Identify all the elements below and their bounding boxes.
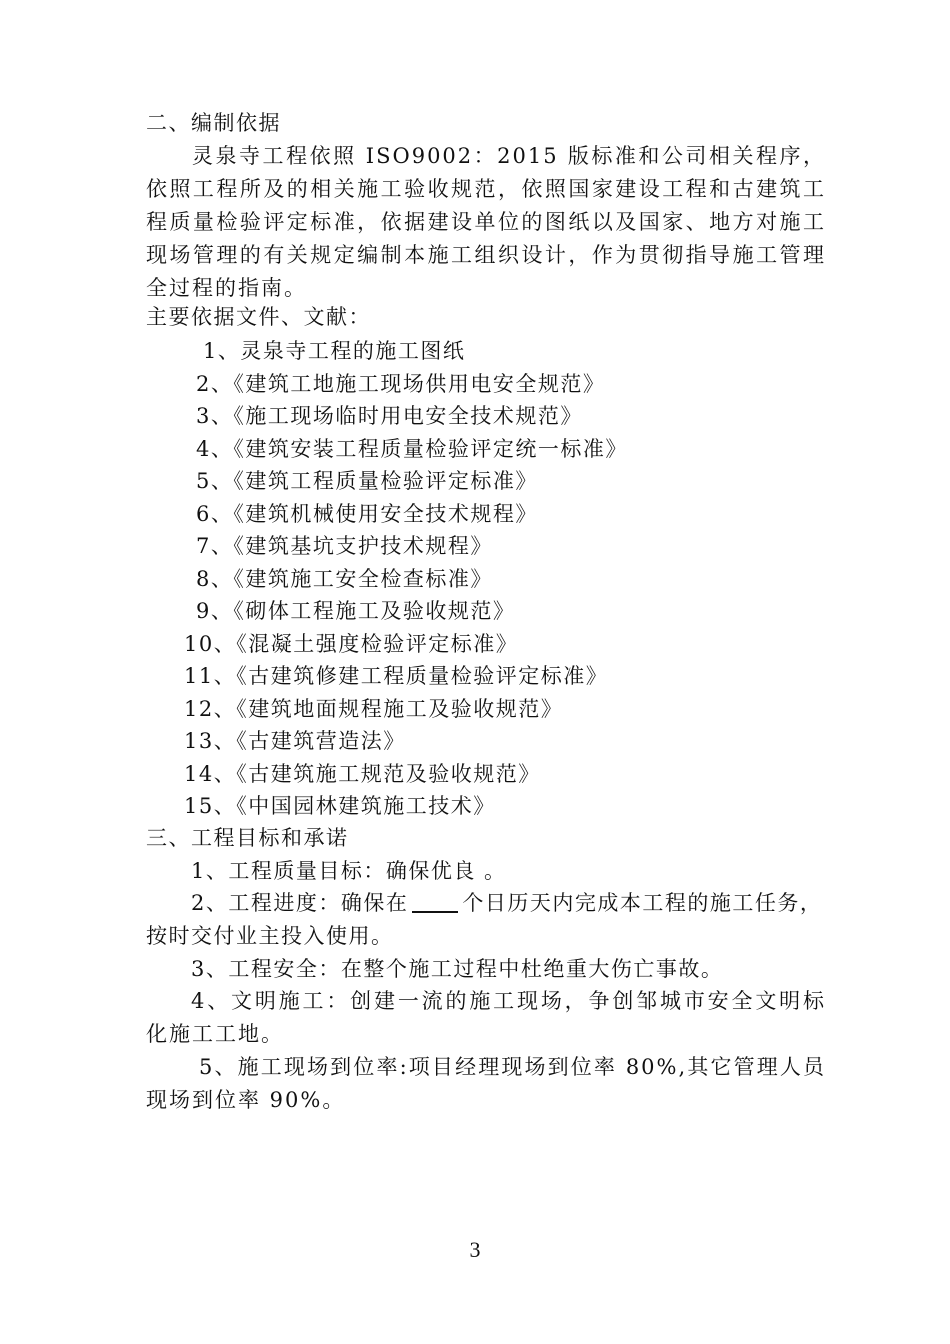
- doc-item: 5、《建筑工程质量检验评定标准》: [196, 469, 538, 493]
- doc-item: 2、《建筑工地施工现场供用电安全规范》: [196, 372, 606, 396]
- goal-schedule-cont: 按时交付业主投入使用。: [146, 924, 394, 948]
- doc-item: 15、《中国园林建筑施工技术》: [184, 794, 496, 818]
- goal-schedule-before: 2、工程进度：确保在: [191, 891, 409, 915]
- docs-heading: 主要依据文件、文献：: [146, 305, 371, 329]
- doc-item: 9、《砌体工程施工及验收规范》: [196, 599, 516, 623]
- section-heading-goals: 三、工程目标和承诺: [146, 826, 349, 850]
- doc-item: 12、《建筑地面规程施工及验收规范》: [184, 697, 564, 721]
- blank-days-underline: [412, 891, 458, 913]
- doc-item: 6、《建筑机械使用安全技术规程》: [196, 502, 538, 526]
- doc-item: 8、《建筑施工安全检查标准》: [196, 567, 493, 591]
- doc-item: 13、《古建筑营造法》: [184, 729, 406, 753]
- doc-item: 7、《建筑基坑支护技术规程》: [196, 534, 493, 558]
- doc-item: 4、《建筑安装工程质量检验评定统一标准》: [196, 437, 628, 461]
- doc-item: 1、灵泉寺工程的施工图纸: [203, 339, 466, 363]
- goal-schedule: [191, 888, 822, 918]
- page-number: 3: [469, 1237, 481, 1262]
- section-heading-basis: 二、编制依据: [146, 111, 281, 135]
- doc-item: 14、《古建筑施工规范及验收规范》: [184, 762, 541, 786]
- goal-civilized: 4、文明施工：创建一流的施工现场，争创邹城市安全文明标化施工工地。: [146, 989, 826, 1046]
- doc-item: 10、《混凝土强度检验评定标准》: [184, 632, 519, 656]
- goal-schedule-after: 个日历天内完成本工程的施工任务，: [462, 891, 823, 915]
- doc-item: 3、《施工现场临时用电安全技术规范》: [196, 404, 583, 428]
- basis-paragraph: 灵泉寺工程依照 ISO9002：2015 版标准和公司相关程序，依照工程所及的相关施工验收规范，依照国家建设工程和古建筑工程质量检验评定标准，依据建设单位的图纸以及国家、地方对施工现场管理的有关规定编制本施工组织设计，作为贯彻指导施工管理全过程的指南。: [146, 144, 826, 300]
- goal-safety: 3、工程安全：在整个施工过程中杜绝重大伤亡事故。: [191, 957, 724, 981]
- goal-quality: 1、工程质量目标：确保优良 。: [191, 859, 507, 883]
- doc-item: 11、《古建筑修建工程质量检验评定标准》: [184, 664, 609, 688]
- goal-presence: 5、施工现场到位率:项目经理现场到位率 80%,其它管理人员现场到位率 90%。: [146, 1055, 826, 1112]
